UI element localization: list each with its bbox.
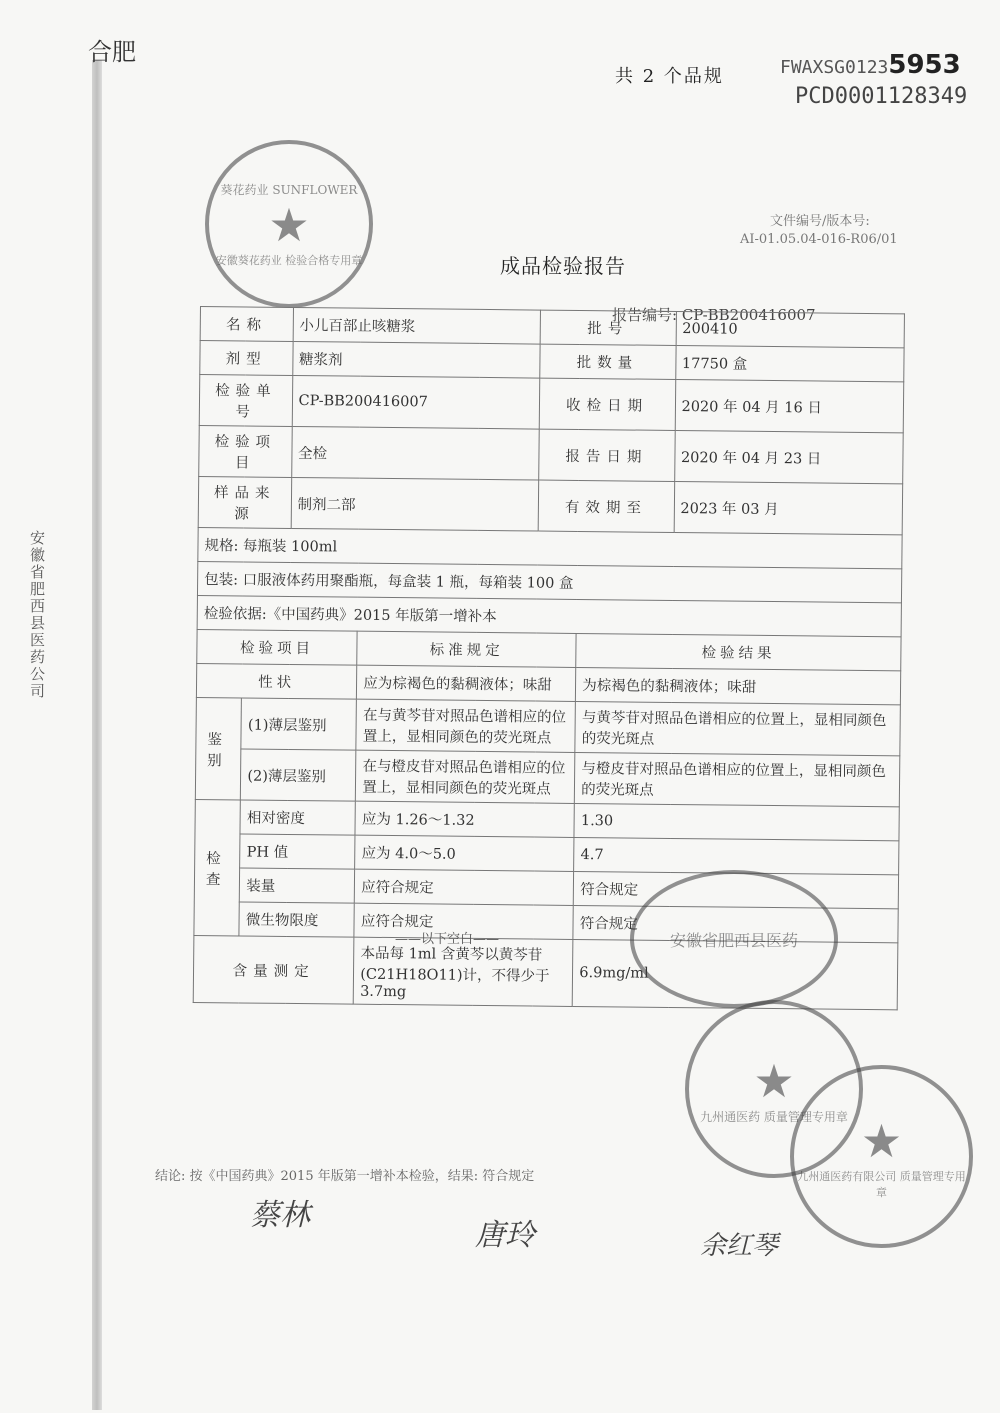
pcd-code: PCD0001128349	[795, 84, 968, 109]
result-value: 6.9mg/ml	[572, 939, 897, 1009]
quality-seal-text: 九州通医药 质量管理专用章	[700, 1109, 848, 1124]
tracking-code	[780, 50, 961, 80]
recv-date-value: 2020 年 04 月 16 日	[675, 379, 904, 432]
result-value: 符合规定	[573, 905, 898, 942]
conclusion-text: 结论: 按《中国药典》2015 年版第一增补本检验，结果: 符合规定	[155, 1169, 535, 1184]
qty-label: 批数量	[539, 344, 675, 379]
result-item: PH 值	[240, 834, 355, 869]
col-standard-header: 标准规定	[357, 631, 576, 667]
xixian-seal	[630, 870, 838, 1008]
recv-date-label: 收检日期	[539, 378, 676, 430]
scan-edge-shadow	[92, 60, 102, 1410]
group-identification: 鉴别	[195, 697, 241, 799]
signature-inspector: 蔡林	[250, 1198, 310, 1233]
result-value: 1.30	[574, 803, 899, 840]
result-item: 含量测定	[193, 935, 354, 1004]
company-seal-text: 安徽葵花药业 检验合格专用章	[215, 253, 363, 267]
result-standard: 应符合规定	[354, 903, 573, 939]
source-value: 制剂二部	[291, 477, 538, 531]
report-number: 报告编号: CP-BB200416007	[612, 306, 816, 324]
result-standard: 应为棕褐色的黏稠液体；味甜	[357, 665, 576, 701]
expiry-value: 2023 年 03 月	[674, 481, 903, 534]
expiry-label: 有效期至	[538, 480, 675, 532]
tracking-code-suffix: 5953	[888, 50, 961, 80]
jzt-seal-text: 九州通医药有限公司 质量管理专用章	[797, 1169, 966, 1199]
insp-no-label: 检验单号	[199, 375, 292, 427]
result-value: 与黄芩苷对照品色谱相应的位置上，显相同颜色的荧光斑点	[575, 701, 900, 755]
result-standard: 在与黄芩苷对照品色谱相应的位置上，显相同颜色的荧光斑点	[356, 699, 575, 752]
page-count: 共 2 个品规	[615, 66, 724, 87]
tracking-code-prefix: FWAXSG0123	[780, 57, 889, 78]
group-check: 检查	[194, 799, 241, 935]
spec-row: 规格: 每瓶装 100ml	[198, 527, 902, 568]
result-item: 微生物限度	[239, 902, 354, 937]
result-standard: 应为 4.0～5.0	[355, 835, 574, 871]
jzt-seal	[790, 1065, 973, 1248]
sunflower-logo: 葵花药业 SUNFLOWER	[220, 182, 358, 197]
result-standard: 应为 1.26～1.32	[355, 801, 574, 837]
end-blank-line: ——以下空白——	[395, 932, 500, 947]
qty-value: 17750 盒	[675, 345, 904, 381]
result-standard: 本品每 1ml 含黄芩以黄芩苷(C21H18O11)计，不得少于 3.7mg	[353, 937, 573, 1006]
table-row	[196, 697, 900, 755]
signature-reviewer: 唐玲	[475, 1218, 535, 1253]
table-row	[198, 476, 902, 534]
side-company-text: 安徽省肥西县医药公司	[28, 530, 46, 700]
result-item: 相对密度	[240, 800, 355, 835]
col-result-header: 检验结果	[576, 633, 901, 670]
table-row	[199, 375, 903, 433]
result-value: 为棕褐色的黏稠液体；味甜	[576, 667, 901, 704]
item-label: 检验项目	[199, 425, 292, 477]
name-label: 名称	[200, 307, 293, 342]
company-seal	[205, 140, 373, 308]
name-value: 小儿百部止咳糖浆	[293, 307, 540, 344]
city-label: 合肥	[88, 38, 136, 66]
report-title: 成品检验报告	[500, 254, 626, 278]
batch-value: 200410	[676, 311, 905, 347]
form-label: 剂型	[200, 341, 293, 376]
item-value: 全检	[291, 426, 538, 480]
form-value: 糖浆剂	[292, 341, 539, 378]
batch-label: 批号	[540, 310, 676, 345]
report-date-value: 2020 年 04 月 23 日	[674, 430, 903, 483]
star-icon: ★	[860, 1113, 903, 1168]
star-icon: ★	[268, 197, 310, 252]
result-item: (2)薄层鉴别	[241, 749, 356, 801]
package-row: 包装: 口服液体药用聚酯瓶，每盒装 1 瓶，每箱装 100 盒	[197, 561, 901, 602]
table-row	[199, 425, 903, 483]
result-item: (1)薄层鉴别	[241, 698, 356, 750]
signature-approver: 余红琴	[700, 1231, 779, 1261]
result-standard: 在与橙皮苷对照品色谱相应的位置上，显相同颜色的荧光斑点	[356, 750, 575, 803]
result-value: 4.7	[574, 837, 899, 874]
doc-number-label: 文件编号/版本号:	[770, 214, 870, 229]
result-standard: 应符合规定	[355, 869, 574, 905]
source-label: 样品来源	[198, 476, 291, 528]
result-value: 符合规定	[574, 871, 899, 908]
xixian-seal-text: 安徽省肥西县医药	[669, 930, 798, 950]
report-date-label: 报告日期	[538, 429, 675, 481]
col-item-header: 检验项目	[197, 629, 358, 665]
basis-row: 检验依据:《中国药典》2015 年版第一增补本	[197, 595, 901, 636]
doc-number-value: AI-01.05.04-016-R06/01	[740, 232, 898, 247]
result-value: 与橙皮苷对照品色谱相应的位置上，显相同颜色的荧光斑点	[575, 752, 900, 806]
result-item: 装量	[240, 868, 355, 903]
star-icon: ★	[753, 1053, 795, 1108]
insp-no-value: CP-BB200416007	[292, 375, 539, 429]
table-row	[195, 748, 899, 806]
result-item: 性状	[196, 663, 357, 699]
